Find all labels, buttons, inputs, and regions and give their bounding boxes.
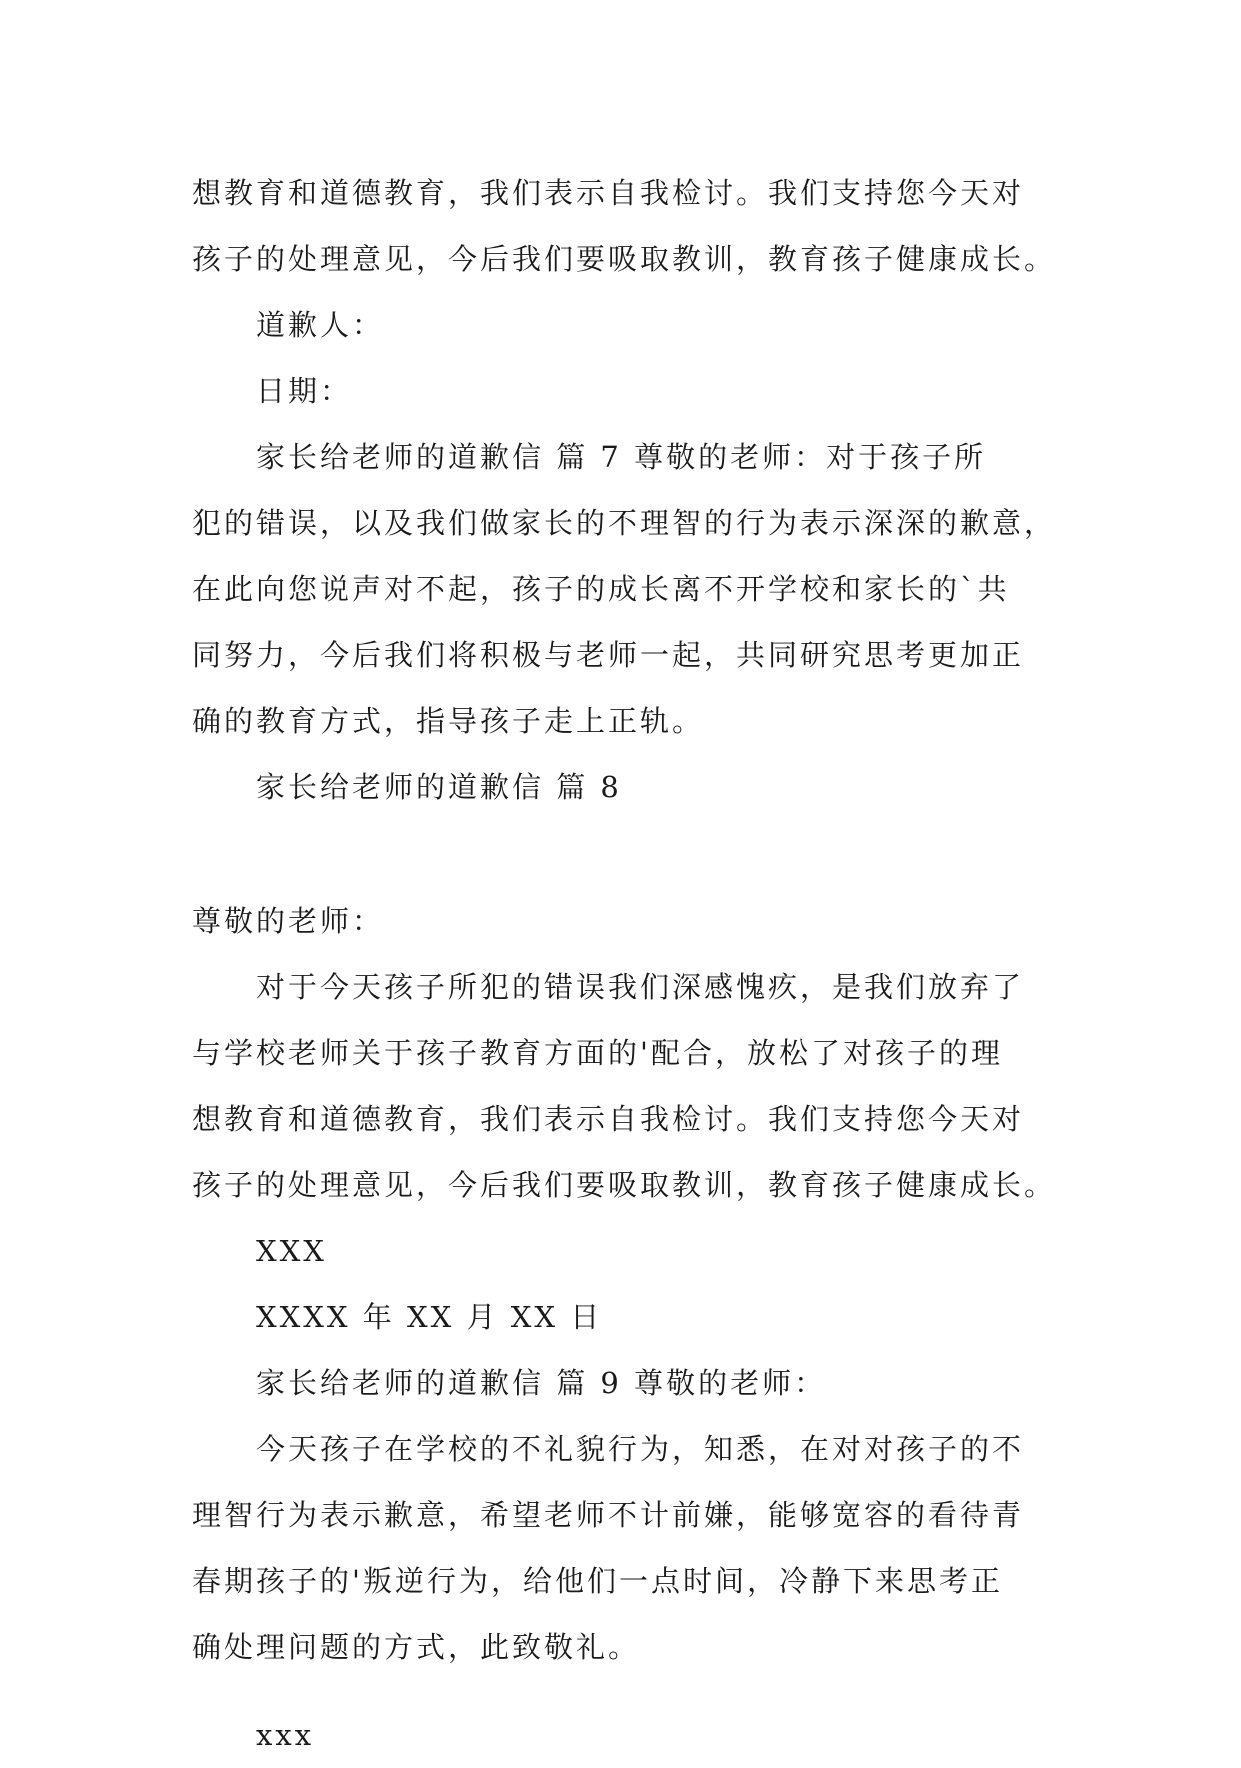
- paragraph-line: 与学校老师关于孩子教育方面的'配合，放松了对孩子的理: [192, 1036, 1003, 1070]
- document-body: [192, 160, 1062, 1768]
- salutation: 尊敬的老师：: [192, 904, 385, 938]
- paragraph-line: 确处理问题的方式，此致敬礼。: [192, 1630, 641, 1664]
- paragraph-line: 春期孩子的'叛逆行为，给他们一点时间，冷静下来思考正: [192, 1564, 1003, 1598]
- paragraph-line: 孩子的处理意见，今后我们要吸取教训，教育孩子健康成长。: [192, 1168, 1057, 1202]
- signature: xxx: [256, 1718, 315, 1752]
- signature: XXX: [256, 1234, 327, 1268]
- date-label: 日期：: [256, 374, 353, 408]
- paragraph-line: 确的教育方式，指导孩子走上正轨。: [192, 704, 705, 738]
- paragraph-line: 想教育和道德教育，我们表示自我检讨。我们支持您今天对: [192, 176, 1025, 210]
- paragraph-line: 在此向您说声对不起，孩子的成长离不开学校和家长的`共: [192, 572, 1010, 606]
- section-heading-7: 家长给老师的道歉信 篇 7 尊敬的老师：对于孩子所: [256, 440, 987, 474]
- paragraph-line: 想教育和道德教育，我们表示自我检讨。我们支持您今天对: [192, 1102, 1025, 1136]
- paragraph-line: 犯的错误，以及我们做家长的不理智的行为表示深深的歉意，: [192, 506, 1057, 540]
- section-heading-9: 家长给老师的道歉信 篇 9 尊敬的老师：: [256, 1366, 827, 1400]
- paragraph-line: 同努力，今后我们将积极与老师一起，共同研究思考更加正: [192, 638, 1025, 672]
- paragraph-line: 理智行为表示歉意，希望老师不计前嫌，能够宽容的看待青: [192, 1498, 1025, 1532]
- section-heading-8: 家长给老师的道歉信 篇 8: [256, 770, 622, 804]
- paragraph-line: 孩子的处理意见，今后我们要吸取教训，教育孩子健康成长。: [192, 242, 1057, 276]
- spacer: [192, 1680, 1062, 1702]
- signature-date: XXXX 年 XX 月 XX 日: [256, 1300, 603, 1334]
- spacer: [192, 820, 1062, 888]
- apologizer-label: 道歉人：: [256, 308, 385, 342]
- paragraph-line: 对于今天孩子所犯的错误我们深感愧疚，是我们放弃了: [256, 970, 1025, 1004]
- paragraph-line: 今天孩子在学校的不礼貌行为，知悉，在对对孩子的不: [256, 1432, 1025, 1466]
